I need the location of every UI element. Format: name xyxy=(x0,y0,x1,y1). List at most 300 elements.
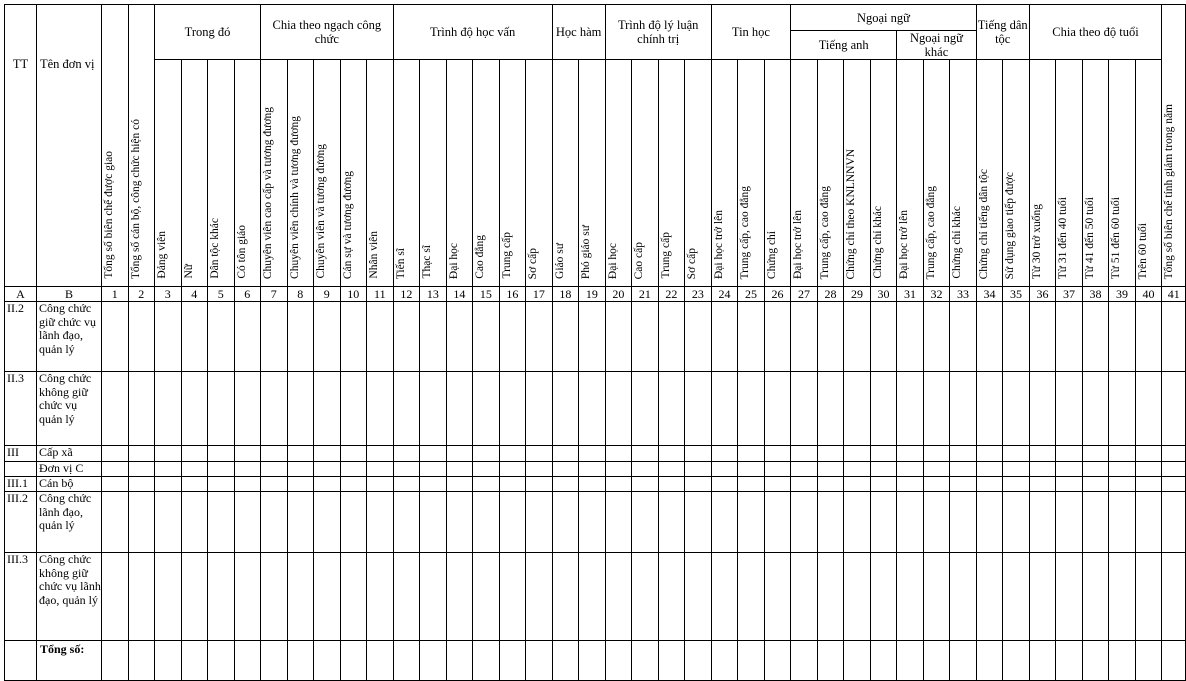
column-number: 6 xyxy=(234,287,261,302)
data-cell xyxy=(1056,553,1083,641)
data-cell xyxy=(870,372,897,446)
total-cell xyxy=(1003,641,1030,681)
data-cell xyxy=(897,462,924,477)
data-cell xyxy=(897,492,924,553)
data-cell xyxy=(340,477,367,492)
column-header: Chuyên viên cao cấp và tương đương xyxy=(261,60,288,287)
data-cell xyxy=(923,462,950,477)
data-cell xyxy=(764,372,791,446)
data-cell xyxy=(155,446,182,462)
report-page xyxy=(4,4,1186,681)
data-cell xyxy=(287,462,314,477)
total-cell xyxy=(314,641,341,681)
header-total-current: Tổng số cán bộ, công chức hiện có xyxy=(128,5,155,287)
total-cell xyxy=(261,641,288,681)
column-number: 24 xyxy=(711,287,738,302)
data-cell xyxy=(1029,477,1056,492)
column-header: Thạc sĩ xyxy=(420,60,447,287)
data-cell xyxy=(976,302,1003,372)
total-cell xyxy=(711,641,738,681)
data-cell xyxy=(764,462,791,477)
header-unit-name: Tên đơn vị xyxy=(37,5,102,287)
total-cell xyxy=(208,641,235,681)
data-cell xyxy=(314,372,341,446)
data-cell xyxy=(605,492,632,553)
data-cell xyxy=(102,477,129,492)
total-cell xyxy=(791,641,818,681)
data-cell xyxy=(1056,477,1083,492)
data-cell xyxy=(393,302,420,372)
column-number: 33 xyxy=(950,287,977,302)
data-cell xyxy=(1056,492,1083,553)
group-tieng-anh: Tiếng anh xyxy=(791,31,897,60)
data-cell xyxy=(261,302,288,372)
data-cell xyxy=(976,477,1003,492)
column-number: 30 xyxy=(870,287,897,302)
column-number: 34 xyxy=(976,287,1003,302)
data-cell xyxy=(208,477,235,492)
data-cell xyxy=(685,477,712,492)
row-label: Đơn vị C xyxy=(37,462,102,477)
data-cell xyxy=(1029,492,1056,553)
data-cell xyxy=(234,372,261,446)
data-cell xyxy=(499,462,526,477)
column-number: 20 xyxy=(605,287,632,302)
column-number: 40 xyxy=(1135,287,1162,302)
data-cell xyxy=(473,372,500,446)
data-cell xyxy=(1003,477,1030,492)
data-cell xyxy=(526,302,553,372)
data-cell xyxy=(102,372,129,446)
data-cell xyxy=(685,462,712,477)
data-cell xyxy=(261,372,288,446)
total-cell xyxy=(685,641,712,681)
data-cell xyxy=(897,372,924,446)
table-row xyxy=(5,462,1186,477)
data-cell xyxy=(1003,446,1030,462)
data-cell xyxy=(870,492,897,553)
data-cell xyxy=(605,553,632,641)
data-cell xyxy=(711,553,738,641)
data-cell xyxy=(1109,462,1136,477)
data-cell xyxy=(817,372,844,446)
row-label: Công chức lãnh đạo, quản lý xyxy=(37,492,102,553)
data-cell xyxy=(711,477,738,492)
data-cell xyxy=(711,302,738,372)
data-cell xyxy=(1082,462,1109,477)
row-code: II.2 xyxy=(5,302,37,372)
data-cell xyxy=(340,462,367,477)
column-number: 19 xyxy=(579,287,606,302)
data-cell xyxy=(923,446,950,462)
column-header: Trung cấp, cao đẳng xyxy=(817,60,844,287)
data-cell xyxy=(711,492,738,553)
data-cell xyxy=(446,462,473,477)
data-cell xyxy=(711,462,738,477)
data-cell xyxy=(579,462,606,477)
column-header: Đại học xyxy=(605,60,632,287)
column-header: Cao đẳng xyxy=(473,60,500,287)
data-cell xyxy=(976,492,1003,553)
data-cell xyxy=(287,492,314,553)
column-number: 11 xyxy=(367,287,394,302)
data-cell xyxy=(1109,446,1136,462)
data-cell xyxy=(1109,477,1136,492)
data-cell xyxy=(1135,372,1162,446)
column-header: Phó giáo sư xyxy=(579,60,606,287)
total-cell xyxy=(1082,641,1109,681)
column-header: Đại học trở lên xyxy=(711,60,738,287)
data-cell xyxy=(1082,553,1109,641)
total-cell xyxy=(499,641,526,681)
data-cell xyxy=(579,553,606,641)
column-number: 10 xyxy=(340,287,367,302)
column-header: Cán sự và tương đương xyxy=(340,60,367,287)
column-number: 8 xyxy=(287,287,314,302)
group-ngoai-ngu-khac: Ngoại ngữ khác xyxy=(897,31,977,60)
data-cell xyxy=(287,477,314,492)
total-cell xyxy=(102,641,129,681)
data-cell xyxy=(367,372,394,446)
data-cell xyxy=(367,446,394,462)
table-row xyxy=(5,372,1186,446)
data-cell xyxy=(234,446,261,462)
data-cell xyxy=(844,446,871,462)
total-cell xyxy=(923,641,950,681)
data-cell xyxy=(261,492,288,553)
data-cell xyxy=(1056,446,1083,462)
data-cell xyxy=(287,553,314,641)
data-cell xyxy=(870,302,897,372)
data-cell xyxy=(1109,372,1136,446)
data-cell xyxy=(208,553,235,641)
column-header: Sơ cấp xyxy=(526,60,553,287)
data-cell xyxy=(632,302,659,372)
total-cell xyxy=(473,641,500,681)
column-header: Trung cấp xyxy=(658,60,685,287)
column-header: Từ 51 đến 60 tuổi xyxy=(1109,60,1136,287)
data-cell xyxy=(923,372,950,446)
column-number: 37 xyxy=(1056,287,1083,302)
total-cell xyxy=(446,641,473,681)
data-cell xyxy=(579,302,606,372)
data-cell xyxy=(181,477,208,492)
data-cell xyxy=(446,492,473,553)
data-cell xyxy=(1003,492,1030,553)
data-cell xyxy=(1135,302,1162,372)
data-cell xyxy=(367,477,394,492)
column-number: 3 xyxy=(155,287,182,302)
total-cell xyxy=(234,641,261,681)
data-cell xyxy=(1162,446,1186,462)
data-cell xyxy=(579,492,606,553)
column-number: 28 xyxy=(817,287,844,302)
table-row xyxy=(5,477,1186,492)
data-cell xyxy=(208,372,235,446)
data-cell xyxy=(314,553,341,641)
column-header: Chứng chỉ tiếng dân tộc xyxy=(976,60,1003,287)
data-cell xyxy=(287,446,314,462)
total-cell xyxy=(340,641,367,681)
data-cell xyxy=(844,492,871,553)
column-number: 25 xyxy=(738,287,765,302)
data-cell xyxy=(738,372,765,446)
data-cell xyxy=(155,462,182,477)
column-number: 1 xyxy=(102,287,129,302)
row-code: II.3 xyxy=(5,372,37,446)
column-header: Chuyên viên và tương đương xyxy=(314,60,341,287)
data-cell xyxy=(367,553,394,641)
column-header: Chứng chỉ khác xyxy=(870,60,897,287)
data-cell xyxy=(552,492,579,553)
data-cell xyxy=(340,446,367,462)
data-cell xyxy=(950,477,977,492)
data-cell xyxy=(738,477,765,492)
data-cell xyxy=(473,553,500,641)
data-cell xyxy=(234,462,261,477)
data-cell xyxy=(367,492,394,553)
data-cell xyxy=(791,553,818,641)
data-cell xyxy=(1029,553,1056,641)
data-cell xyxy=(605,477,632,492)
data-cell xyxy=(499,477,526,492)
table-row xyxy=(5,302,1186,372)
data-cell xyxy=(499,446,526,462)
column-number: 15 xyxy=(473,287,500,302)
data-cell xyxy=(1162,553,1186,641)
column-number: 38 xyxy=(1082,287,1109,302)
data-cell xyxy=(1003,462,1030,477)
data-cell xyxy=(658,492,685,553)
data-cell xyxy=(711,372,738,446)
data-cell xyxy=(923,302,950,372)
total-cell xyxy=(605,641,632,681)
data-cell xyxy=(208,302,235,372)
data-cell xyxy=(314,477,341,492)
column-number: 17 xyxy=(526,287,553,302)
data-cell xyxy=(102,302,129,372)
data-cell xyxy=(923,477,950,492)
column-number: 39 xyxy=(1109,287,1136,302)
data-cell xyxy=(844,302,871,372)
data-cell xyxy=(208,492,235,553)
data-cell xyxy=(1135,553,1162,641)
data-cell xyxy=(976,462,1003,477)
data-cell xyxy=(897,477,924,492)
data-cell xyxy=(473,446,500,462)
column-number: 7 xyxy=(261,287,288,302)
data-cell xyxy=(1056,462,1083,477)
data-cell xyxy=(420,477,447,492)
data-cell xyxy=(632,477,659,492)
data-cell xyxy=(658,553,685,641)
column-header: Chứng chỉ xyxy=(764,60,791,287)
data-cell xyxy=(181,302,208,372)
data-cell xyxy=(950,372,977,446)
header-tt: TT xyxy=(5,5,37,287)
data-cell xyxy=(340,372,367,446)
data-cell xyxy=(844,553,871,641)
column-number: 36 xyxy=(1029,287,1056,302)
data-cell xyxy=(605,462,632,477)
data-cell xyxy=(897,553,924,641)
data-cell xyxy=(1135,462,1162,477)
data-cell xyxy=(950,302,977,372)
data-cell xyxy=(208,446,235,462)
data-cell xyxy=(764,477,791,492)
data-cell xyxy=(1029,372,1056,446)
row-label: Cán bộ xyxy=(37,477,102,492)
data-cell xyxy=(526,553,553,641)
column-header: Trung cấp, cao đẳng xyxy=(923,60,950,287)
total-cell xyxy=(764,641,791,681)
data-cell xyxy=(764,553,791,641)
row-code: III.2 xyxy=(5,492,37,553)
data-cell xyxy=(128,553,155,641)
column-number: 18 xyxy=(552,287,579,302)
data-cell xyxy=(393,446,420,462)
data-cell xyxy=(632,372,659,446)
data-cell xyxy=(685,553,712,641)
data-cell xyxy=(1162,372,1186,446)
total-cell xyxy=(420,641,447,681)
total-cell xyxy=(658,641,685,681)
data-cell xyxy=(234,477,261,492)
data-cell xyxy=(685,302,712,372)
column-header: Trung cấp, cao đẳng xyxy=(738,60,765,287)
data-cell xyxy=(340,302,367,372)
data-cell xyxy=(764,446,791,462)
data-cell xyxy=(950,446,977,462)
data-cell xyxy=(685,446,712,462)
column-header: Đại học trở lên xyxy=(791,60,818,287)
data-cell xyxy=(128,372,155,446)
data-cell xyxy=(791,477,818,492)
group-hoc-van: Trình độ học vấn xyxy=(393,5,552,60)
column-number: 12 xyxy=(393,287,420,302)
total-cell xyxy=(1029,641,1056,681)
data-cell xyxy=(738,302,765,372)
group-ly-luan: Trình độ lý luận chính trị xyxy=(605,5,711,60)
column-number: 9 xyxy=(314,287,341,302)
table-row xyxy=(5,492,1186,553)
column-header: Nhân viên xyxy=(367,60,394,287)
total-cell xyxy=(976,641,1003,681)
total-cell xyxy=(393,641,420,681)
data-cell xyxy=(393,553,420,641)
data-cell xyxy=(658,462,685,477)
data-cell xyxy=(1003,302,1030,372)
data-cell xyxy=(1135,446,1162,462)
data-cell xyxy=(738,492,765,553)
total-cell xyxy=(632,641,659,681)
data-cell xyxy=(314,462,341,477)
data-cell xyxy=(1162,302,1186,372)
total-cell xyxy=(552,641,579,681)
column-header: Cao cấp xyxy=(632,60,659,287)
data-cell xyxy=(976,446,1003,462)
data-cell xyxy=(1162,477,1186,492)
data-cell xyxy=(261,462,288,477)
table-row xyxy=(5,553,1186,641)
data-cell xyxy=(526,446,553,462)
column-number: 35 xyxy=(1003,287,1030,302)
data-cell xyxy=(261,553,288,641)
row-label: Công chức không giữ chức vụ lãnh đạo, quản lý xyxy=(37,553,102,641)
data-cell xyxy=(791,302,818,372)
data-cell xyxy=(870,462,897,477)
column-number: A xyxy=(5,287,37,302)
column-header: Đảng viên xyxy=(155,60,182,287)
data-cell xyxy=(155,477,182,492)
data-cell xyxy=(155,553,182,641)
data-cell xyxy=(473,477,500,492)
data-cell xyxy=(950,462,977,477)
data-cell xyxy=(499,302,526,372)
data-cell xyxy=(446,302,473,372)
column-number: 41 xyxy=(1162,287,1186,302)
data-cell xyxy=(764,302,791,372)
data-cell xyxy=(155,492,182,553)
column-header: Trung cấp xyxy=(499,60,526,287)
column-number: 13 xyxy=(420,287,447,302)
column-number: 22 xyxy=(658,287,685,302)
column-number: 23 xyxy=(685,287,712,302)
data-cell xyxy=(340,553,367,641)
data-cell xyxy=(181,462,208,477)
column-header: Từ 41 đến 50 tuổi xyxy=(1082,60,1109,287)
total-cell xyxy=(897,641,924,681)
data-cell xyxy=(844,462,871,477)
data-cell xyxy=(1082,372,1109,446)
total-cell xyxy=(870,641,897,681)
data-cell xyxy=(605,302,632,372)
data-cell xyxy=(1082,477,1109,492)
data-cell xyxy=(499,553,526,641)
data-cell xyxy=(234,492,261,553)
data-cell xyxy=(526,462,553,477)
group-do-tuoi: Chia theo độ tuổi xyxy=(1029,5,1162,60)
data-cell xyxy=(102,462,129,477)
data-cell xyxy=(950,553,977,641)
group-hoc-ham: Học hàm xyxy=(552,5,605,60)
total-cell xyxy=(817,641,844,681)
data-cell xyxy=(208,462,235,477)
total-cell xyxy=(579,641,606,681)
staffing-table xyxy=(4,4,1186,681)
data-cell xyxy=(128,446,155,462)
data-cell xyxy=(367,302,394,372)
data-cell xyxy=(897,302,924,372)
data-cell xyxy=(446,446,473,462)
row-label: Công chức không giữ chức vụ quản lý xyxy=(37,372,102,446)
column-number: 27 xyxy=(791,287,818,302)
data-cell xyxy=(870,477,897,492)
data-cell xyxy=(1056,302,1083,372)
data-cell xyxy=(393,372,420,446)
data-cell xyxy=(1029,462,1056,477)
data-cell xyxy=(446,477,473,492)
data-cell xyxy=(817,553,844,641)
data-cell xyxy=(817,462,844,477)
data-cell xyxy=(605,446,632,462)
data-cell xyxy=(632,553,659,641)
data-cell xyxy=(526,372,553,446)
header-total-reduced: Tổng số biên chế tính giảm trong năm xyxy=(1162,5,1186,287)
data-cell xyxy=(420,372,447,446)
data-cell xyxy=(1109,492,1136,553)
total-cell xyxy=(155,641,182,681)
